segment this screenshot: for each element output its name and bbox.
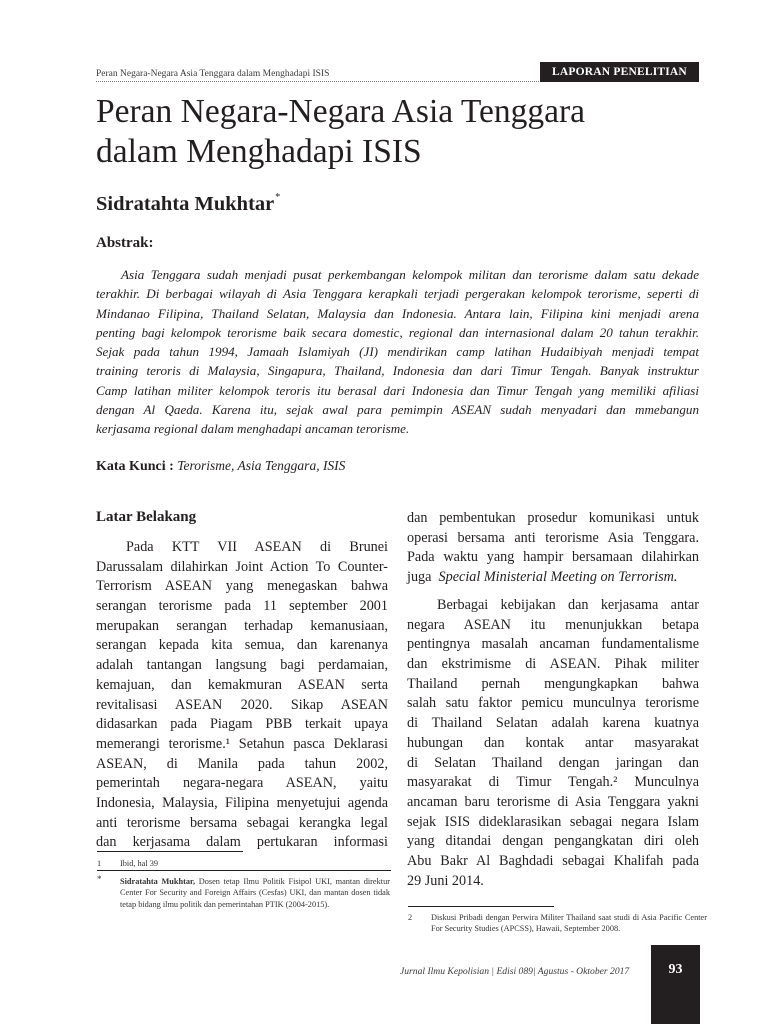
section-heading: Latar Belakang (96, 509, 197, 525)
footnote-author-name: Sidratahta Mukhtar, (120, 877, 196, 886)
keywords-label: Kata Kunci : (96, 459, 174, 474)
body-line: revitalisasi ASEAN 2020. Sikap ASEAN (96, 696, 388, 713)
abstract-line: Sejak pada tahun 1994, Jamaah Islamiyah (JI) mendirikan camp latihan Hudaibiyah menjadi tempat (96, 344, 699, 359)
footnote-text: Diskusi Pribadi dengan Perwira Militer Thailand saat studi di Asia Pacific Center For Security Studies (APCSS), Hawaii, September 2008. (431, 913, 707, 934)
page-number: 93 (668, 962, 683, 977)
footnote-number: 2 (408, 913, 413, 922)
body-line: merupakan serangan terhadap kemanusiaan, (96, 617, 388, 634)
body-line: Abu Bakr Al Baghdadi sebagai Khalifah pada (407, 852, 699, 869)
body-line: sejak ISIS dideklarasikan sebagai negara Islam (407, 813, 699, 830)
body-line: Terrorism ASEAN yang menegaskan bahwa (96, 578, 388, 595)
body-line: dan kerjasama dalam pertukaran informasi (96, 834, 388, 851)
body-line: serangan kepada kita semua, dan karenanya (96, 637, 388, 654)
footnote-1 (97, 858, 391, 870)
body-line: yang ditandai dengan pengangkatan diri oleh (407, 833, 699, 850)
body-line: negara ASEAN itu menunjukkan betapa (407, 616, 699, 633)
body-line: dan ekstrimisme di ASEAN. Pihak militer (407, 656, 699, 673)
author (96, 192, 280, 216)
footnote-author-bio: Dosen tetap Ilmu Politik Fisipol UKI, mantan direktur Center For Security and Foreign Affairs (Cesfas) UKI, dan mantan dosen tidak tetap bidang ilmu politik dan pemerintahan PTIK (2004-2015). (120, 877, 390, 909)
body-line: dan pembentukan prosedur komunikasi untuk (407, 510, 699, 526)
footnote-rule (97, 851, 243, 852)
footnote-mark: * (97, 874, 102, 884)
body-line: 29 Juni 2014. (407, 872, 484, 889)
body-line: Thailand pernah mengungkapkan bahwa (407, 675, 699, 692)
body-column-right-p2 (407, 596, 699, 891)
body-line (407, 568, 699, 588)
body-line: hubungan dan kontak antar masyarakat (407, 734, 699, 751)
abstract-label: Abstrak: (96, 235, 154, 251)
body-line: masyarakat di Timur Tengah.² Munculnya (407, 774, 699, 791)
footnote-text (120, 876, 390, 910)
body-line: ASEAN, di Manila pada tahun 2002, (96, 755, 388, 772)
footnote-2 (408, 912, 707, 938)
body-line: pentingnya masalah ancaman fundamentalisme (407, 636, 699, 653)
footnote-text: Ibid, hal 39 (120, 859, 159, 868)
abstract-line: dengan Al Qaeda. Karena itu, sejak awal para pemimpin ASEAN sudah menyadari dan mmebangun (96, 401, 699, 417)
body-line: serangan terorisme pada 11 september 2001 (96, 598, 388, 615)
abstract-body (96, 265, 699, 438)
footnote-number: 1 (97, 859, 102, 868)
body-column-right-p1 (407, 509, 699, 588)
article-title (96, 92, 716, 172)
author-name: Sidratahta Mukhtar (96, 193, 275, 215)
body-line: Pada waktu yang hampir bersamaan dilahirkan (407, 549, 699, 566)
journal-footer: Jurnal Ilmu Kepolisian | Edisi 089| Agustus - Oktober 2017 (400, 966, 630, 977)
footnote-rule (408, 906, 554, 907)
abstract-line: penting bagi kelompok terorisme baik secara domestic, regional dan internasional dalam 20 tahun terakhir. (96, 324, 699, 340)
body-line: Indonesia, Malaysia, Filipina menyetujui agenda (96, 794, 388, 811)
body-line: kemajuan, dan kemakmuran ASEAN serta (96, 676, 388, 693)
body-line: Pada KTT VII ASEAN di Brunei (126, 539, 388, 555)
running-header: Peran Negara-Negara Asia Tenggara dalam Menghadapi ISIS (96, 69, 330, 79)
body-text: juga (407, 569, 432, 586)
body-line: operasi bersama anti terorisme Asia Tenggara. (407, 529, 699, 546)
body-line: ancaman baru terorisme di Asia Tenggara yakni (407, 793, 699, 810)
title-line-2: dalam Menghadapi ISIS (96, 133, 422, 170)
abstract-line: terakhir. Di berbagai wilayah di Asia Tenggara kerapkali terjadi pergerakan kelompok terorisme, seperti di (96, 286, 699, 302)
body-line: pemerintah negara-negara ASEAN, yaitu (96, 775, 388, 792)
body-line: adalah tantangan langsung bagi perdamaian, (96, 657, 388, 674)
body-column-left (96, 538, 388, 853)
abstract-line: Camp latihan militer kelompok teroris itu berasal dari Indonesia dan Timur Tengah yang memiliki afiliasi (96, 382, 699, 398)
body-line: Berbagai kebijakan dan kerjasama antar (437, 597, 699, 613)
body-italic-text: Special Ministerial Meeting on Terrorism. (438, 569, 678, 586)
body-line: di Thailand Selatan adalah karena kuatnya (407, 715, 699, 732)
footnote-author (97, 876, 391, 926)
body-line: anti terorisme bersama sebagai kerangka legal (96, 814, 388, 831)
abstract-line: kerjasama regional dalam menghadapi ancaman terorisme. (96, 421, 410, 436)
body-line: memerangi terorisme.¹ Setahun pasca Deklarasi (96, 735, 388, 752)
title-line-1: Peran Negara-Negara Asia Tenggara (96, 93, 586, 130)
abstract-line: training teroris di Malaysia, Singapura, Thailand, Indonesia dan dari Timur Tengah. Banyak instruktur (96, 363, 699, 379)
author-footnote-mark: * (275, 192, 281, 203)
body-line: didasarkan pada Piagam PBB terkait upaya (96, 716, 388, 733)
section-tag: LAPORAN PENELITIAN (540, 62, 699, 82)
keywords-value: Terorisme, Asia Tenggara, ISIS (177, 458, 346, 473)
body-line: Darussalam dilahirkan Joint Action To Counter- (96, 558, 388, 575)
abstract-line: Asia Tenggara sudah menjadi pusat perkembangan kelompok militan dan terorisme dalam satu dekade (121, 267, 699, 282)
body-line: salah satu faktor pemicu munculnya terorisme (407, 695, 699, 712)
body-line: di Selatan Thailand dengan jaringan dan (407, 754, 699, 771)
keywords (96, 458, 345, 475)
footnote-rule (97, 870, 391, 871)
page-number-box (651, 945, 700, 1024)
abstract-line: Mindanao Filipina, Thailand Selatan, Malaysia dan Indonesia. Antara lain, Filipina kini menjadi arena (96, 305, 699, 321)
